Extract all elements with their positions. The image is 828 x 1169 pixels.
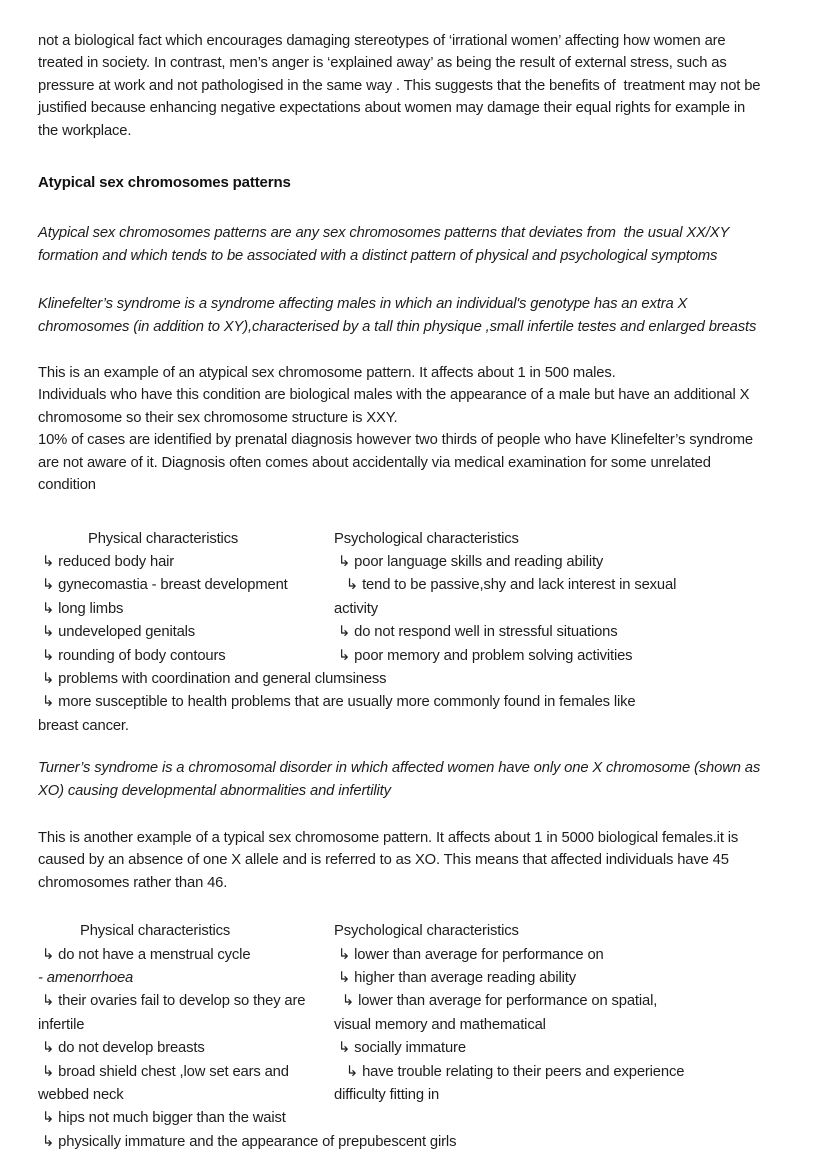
psychological-item: ↳ poor memory and problem solving activities — [334, 647, 633, 664]
text-line: formation and which tends to be associated with a distinct pattern of physical and psychological symptoms — [38, 247, 718, 264]
text-line: XO) causing developmental abnormalities and infertility — [38, 782, 391, 799]
physical-item: ↳ long limbs — [38, 600, 124, 617]
klinefelter-description-paragraph — [38, 362, 792, 496]
text-line: caused by an absence of one X allele and is referred to as XO. This means that affected individuals have 45 — [38, 852, 729, 869]
physical-item: ↳ do not have a menstrual cycle — [38, 946, 251, 963]
psychological-item-continuation: visual memory and mathematical — [334, 1016, 546, 1033]
text-line: Klinefelter’s syndrome is a syndrome affecting males in which an individual's genotype has an extra X — [38, 296, 688, 313]
psychological-item-continuation: activity — [334, 600, 379, 617]
physical-column-header: Physical characteristics — [88, 530, 239, 547]
text-line: not a biological fact which encourages damaging stereotypes of ‘irrational women’ affecting how women are — [38, 33, 726, 49]
text-line: pressure at work and not pathologised in the same way . This suggests that the benefits of treatment may not be — [38, 77, 761, 94]
characteristics-row — [38, 944, 792, 967]
text-line: chromosomes (in addition to XY),characterised by a tall thin physique ,small infertile testes and enlarged breasts — [38, 318, 757, 335]
turner-characteristics-table — [38, 920, 792, 1154]
characteristics-row — [38, 967, 792, 990]
text-line: the workplace. — [38, 122, 132, 139]
physical-item-continuation: infertile — [38, 1016, 85, 1033]
text-line: are not aware of it. Diagnosis often comes about accidentally via medical examination for some unrelated — [38, 454, 711, 471]
psychological-item: ↳ higher than average reading ability — [334, 970, 576, 986]
psychological-item: ↳ poor language skills and reading ability — [334, 553, 604, 570]
physical-item-full-width: ↳ problems with coordination and general clumsiness — [38, 670, 387, 687]
text-line: Turner’s syndrome is a chromosomal disorder in which affected women have only one X chromosome (shown as — [38, 760, 761, 777]
physical-item: ↳ undeveloped genitals — [38, 624, 196, 641]
characteristics-row — [38, 1014, 792, 1037]
physical-item: ↳ their ovaries fail to develop so they are — [38, 993, 306, 1010]
text-line: Individuals who have this condition are biological males with the appearance of a male but have an additional X — [38, 387, 750, 404]
characteristics-row — [38, 1084, 792, 1107]
physical-item: ↳ rounding of body contours — [38, 647, 226, 664]
physical-item-full-width: ↳ hips not much bigger than the waist — [38, 1110, 286, 1127]
psychological-item: ↳ do not respond well in stressful situations — [334, 624, 618, 641]
text-line: treated in society. In contrast, men’s anger is ‘explained away’ as being the result of external stress, such as — [38, 55, 727, 72]
psychological-item: ↳ socially immature — [334, 1040, 466, 1057]
characteristics-row — [38, 990, 792, 1013]
physical-item: ↳ reduced body hair — [38, 553, 175, 570]
characteristics-row — [38, 598, 792, 621]
characteristics-row — [38, 551, 792, 574]
characteristics-row — [38, 1037, 792, 1060]
physical-column-header: Physical characteristics — [80, 923, 231, 940]
characteristics-header-row — [38, 528, 792, 551]
physical-item: ↳ do not develop breasts — [38, 1040, 205, 1057]
psychological-item: ↳ have trouble relating to their peers and experience — [334, 1063, 685, 1080]
psychological-column-header: Psychological characteristics — [334, 923, 519, 940]
text-line: chromosome so their sex chromosome structure is XXY. — [38, 409, 398, 426]
physical-item: ↳ gynecomastia - breast development — [38, 577, 288, 594]
characteristics-header-row — [38, 920, 792, 943]
intro-paragraph — [38, 30, 792, 142]
text-line: 10% of cases are identified by prenatal diagnosis however two thirds of people who have Klinefelter’s syndrome — [38, 432, 754, 449]
klinefelter-definition-paragraph — [38, 293, 792, 338]
physical-item-continuation: - amenorrhoea — [38, 970, 134, 986]
physical-item-continuation: webbed neck — [38, 1087, 124, 1104]
psychological-column-header: Psychological characteristics — [334, 530, 519, 547]
section-heading: Atypical sex chromosomes patterns — [38, 174, 291, 192]
characteristics-row — [38, 1061, 792, 1084]
characteristics-row — [38, 645, 792, 668]
klinefelter-characteristics-table — [38, 528, 792, 739]
text-line: This is an example of an atypical sex chromosome pattern. It affects about 1 in 500 males. — [38, 365, 616, 382]
psychological-item-continuation: difficulty fitting in — [334, 1087, 440, 1104]
text-line: chromosomes rather than 46. — [38, 874, 228, 891]
atypical-definition-paragraph — [38, 222, 792, 267]
text-line: justified because enhancing negative expectations about women may damage their equal rights for example in — [38, 100, 746, 117]
text-line: This is another example of a typical sex chromosome pattern. It affects about 1 in 5000 biological females.it is — [38, 829, 739, 846]
physical-item-continuation: breast cancer. — [38, 717, 129, 734]
text-line: condition — [38, 477, 96, 494]
physical-item: ↳ broad shield chest ,low set ears and — [38, 1063, 289, 1080]
turner-definition-paragraph — [38, 757, 792, 802]
characteristics-row — [38, 621, 792, 644]
psychological-item: ↳ tend to be passive,shy and lack interest in sexual — [334, 577, 677, 594]
text-line: Atypical sex chromosomes patterns are any sex chromosomes patterns that deviates from the usual XX/XY — [38, 225, 730, 242]
physical-item-full-width: ↳ physically immature and the appearance of prepubescent girls — [38, 1133, 457, 1150]
psychological-item: ↳ lower than average for performance on spatial, — [334, 993, 658, 1010]
physical-item-full-width: ↳ more susceptible to health problems that are usually more commonly found in females like — [38, 694, 636, 711]
psychological-item: ↳ lower than average for performance on — [334, 946, 604, 963]
turner-description-paragraph — [38, 827, 792, 894]
characteristics-row — [38, 574, 792, 597]
